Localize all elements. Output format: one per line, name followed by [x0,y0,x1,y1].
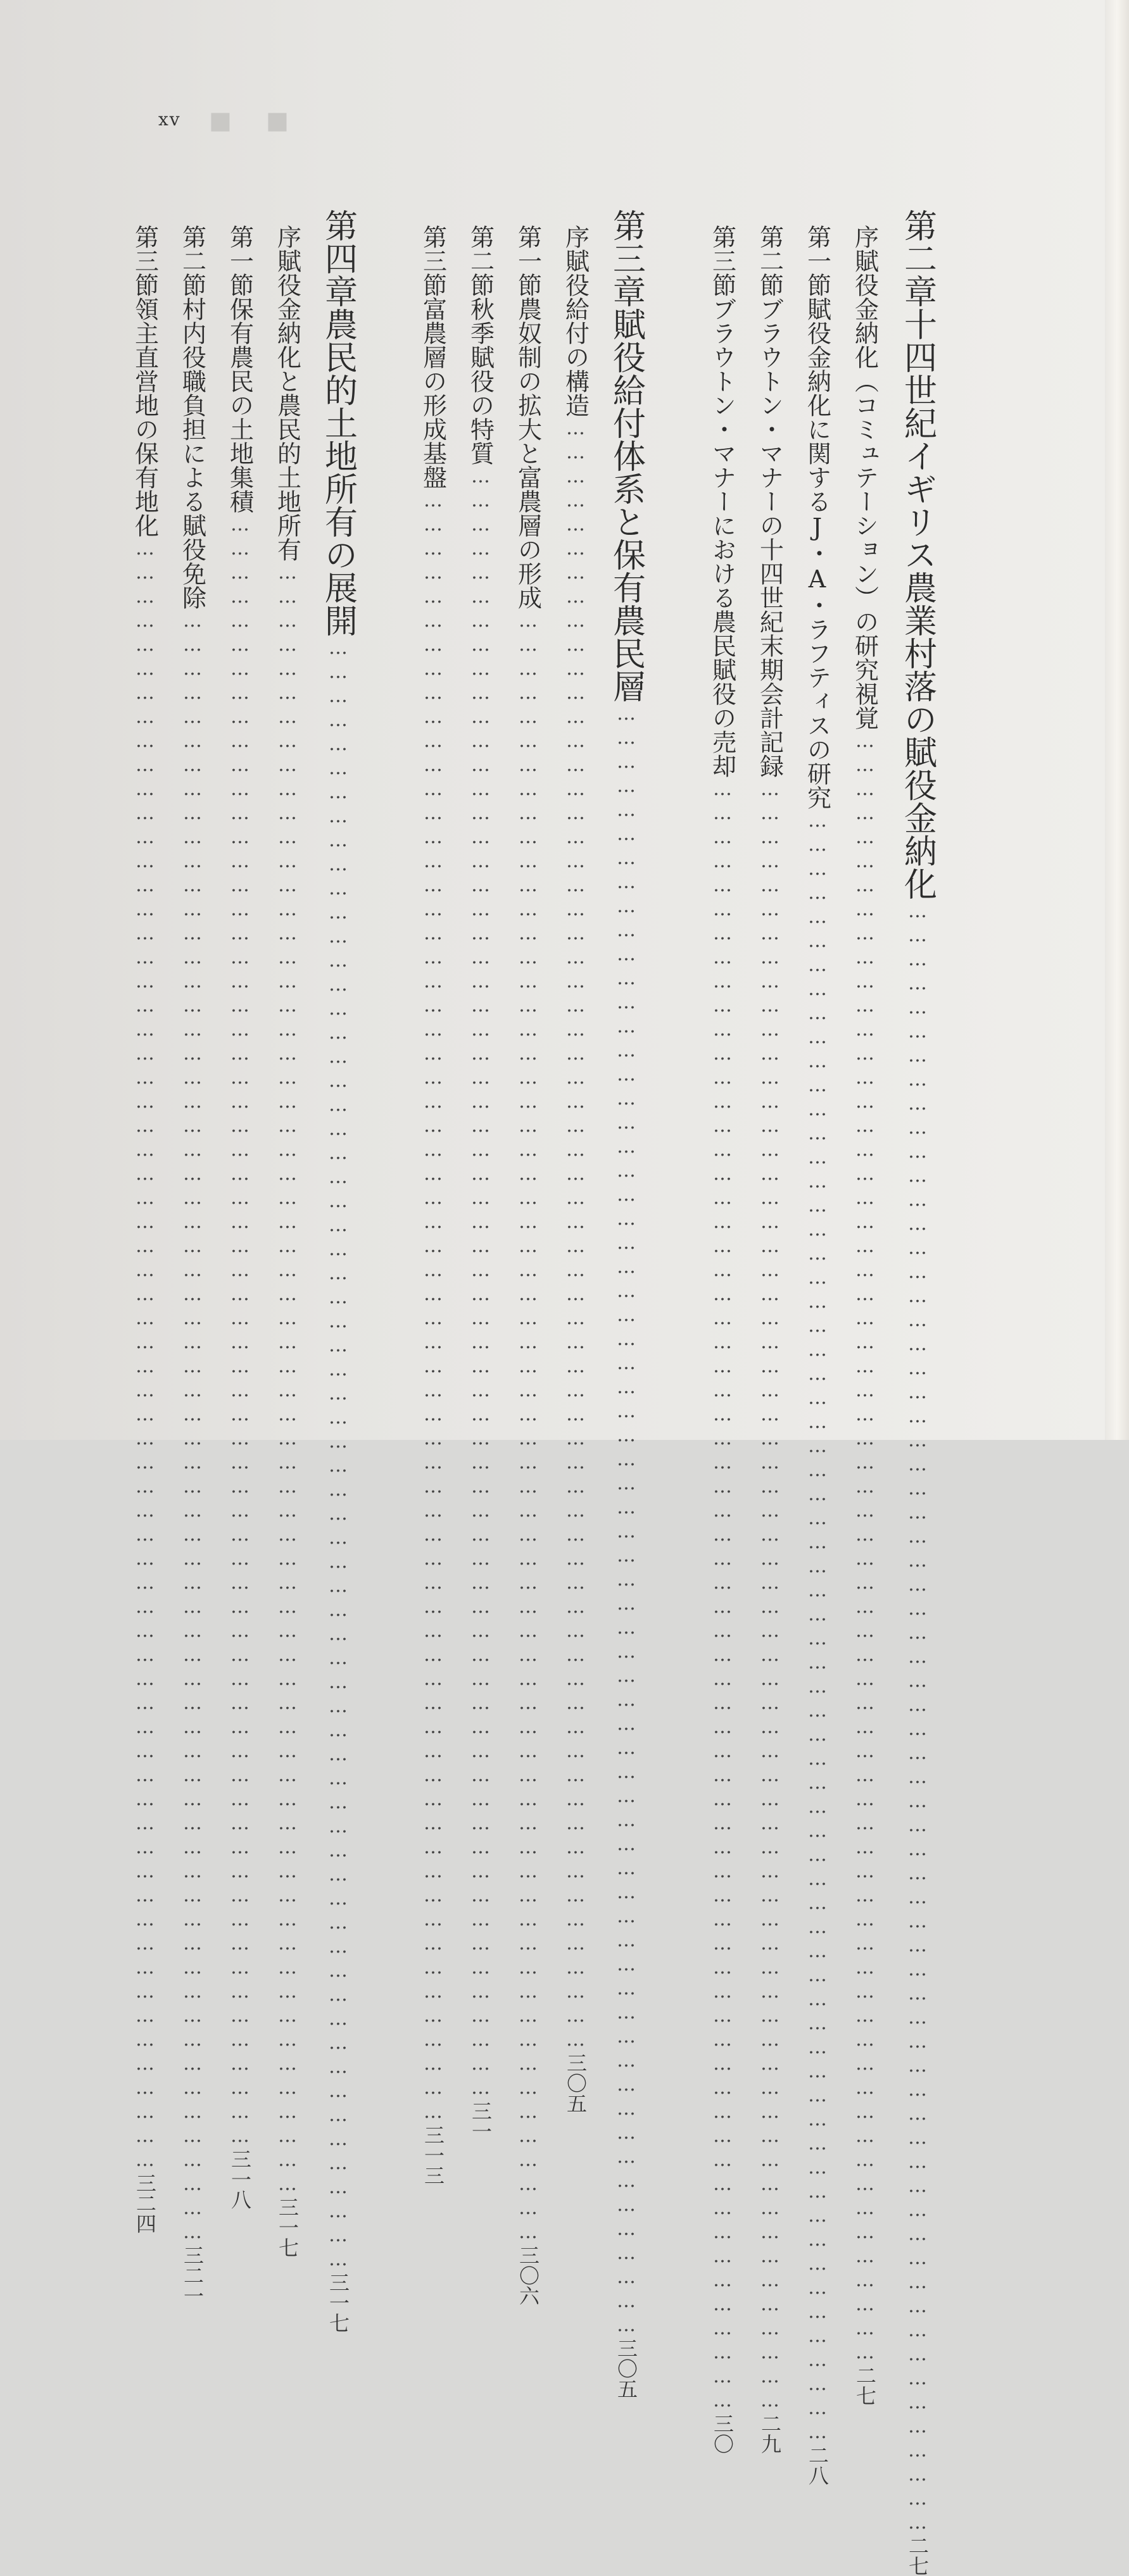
leader-dots: …………………………………………………………………………………………………………………………………………………………………………………… [906,900,929,2535]
toc-section-3[interactable] [419,225,448,2185]
toc-chapter-3[interactable] [607,209,646,2399]
leader-dots: …………………………………………………………………………………………………………………………………………………………………………………… [564,417,587,2053]
page-number: 三一七 [275,2197,300,2258]
chapter-label: 第三章 [607,209,645,308]
section-title: 保有農民の土地集積 [225,297,254,513]
section-title: 賦役金納化と農民的土地所有 [273,249,301,561]
page-number: 三〇五 [614,2338,638,2399]
chapter-title: 十四世紀イギリス農業村落の賦役金納化 [898,308,937,900]
leader-dots: …………………………………………………………………………………………………………………………………………………………………………………… [711,778,734,2413]
leader-dots: …………………………………………………………………………………………………………………………………………………………………………………… [469,465,492,2101]
section-label: 第一節 [803,225,831,297]
chapter-title: 賦役給付体系と保有農民層 [607,308,645,703]
bleed-through-mark: ■ [209,106,232,134]
leader-dots: …………………………………………………………………………………………………………………………………………………………………………………… [327,637,350,2272]
leader-dots: …………………………………………………………………………………………………………………………………………………………………………………… [276,561,299,2197]
toc-section-2[interactable] [178,225,207,2306]
section-title: ブラウトン・マナーにおける農民賦役の売却 [708,297,736,778]
section-title: ブラウトン・マナーの十四世紀末期会計記録 [755,297,784,778]
leader-dots: …………………………………………………………………………………………………………………………………………………………………………………… [854,730,876,2365]
section-title: 賦役金納化（コミュテーション）の研究視覚 [850,249,879,730]
page-number: 三〇五 [564,2053,588,2113]
toc-section-3[interactable] [130,225,160,2234]
page-number: 三一三 [421,2125,445,2185]
section-label: 第三節 [419,225,447,297]
section-title: 秋季賦役の特質 [466,297,495,465]
section-label: 第二節 [755,225,784,297]
section-title: 村内役職負担による賦役免除 [178,297,206,610]
section-title: 農奴制の拡大と富農層の形成 [514,297,542,610]
section-label: 第三節 [708,225,736,297]
page-number: 三一八 [228,2149,252,2210]
toc-chapter-4[interactable] [319,209,358,2333]
toc-section-1[interactable] [514,225,543,2306]
toc-section-2[interactable] [466,225,495,2141]
page-number: 三一七 [326,2272,350,2333]
leader-dots: …………………………………………………………………………………………………………………………………………………………………………………… [759,778,781,2413]
section-label: 第三節 [130,225,159,297]
book-gutter [1105,0,1129,1440]
leader-dots: …………………………………………………………………………………………………………………………………………………………………………………… [517,610,539,2245]
page-number: 二九 [758,2413,782,2454]
toc-section-1[interactable] [225,225,255,2210]
page-number: 三二四 [133,2173,157,2234]
leader-dots: …………………………………………………………………………………………………………………………………………………………………………………… [229,513,251,2149]
chapter-label: 第四章 [319,209,357,308]
section-label: 第二節 [178,225,206,297]
leader-dots: …………………………………………………………………………………………………………………………………………………………………………………… [181,610,204,2245]
page-number: 二七 [905,2535,930,2576]
toc-section-3[interactable] [708,225,737,2454]
toc-section-1[interactable] [803,225,832,2485]
section-title: 領主直営地の保有地化 [130,297,159,537]
section-title: 賦役金納化に関するJ・A・ラフティスの研究 [803,297,831,810]
bleed-through-mark: ■ [266,106,289,134]
leader-dots: …………………………………………………………………………………………………………………………………………………………………………………… [806,810,829,2445]
page-number: 三一 [469,2101,493,2141]
page-number: 二八 [805,2445,829,2485]
leader-dots: …………………………………………………………………………………………………………………………………………………………………………………… [134,537,156,2173]
chapter-label: 第二章 [898,209,937,308]
toc-section-2[interactable] [755,225,785,2454]
section-label: 第一節 [225,225,254,297]
leader-dots: …………………………………………………………………………………………………………………………………………………………………………………… [422,489,445,2125]
section-title: 富農層の形成基盤 [419,297,447,489]
toc-entry-preface[interactable] [561,225,590,2113]
page-number: 二七 [853,2365,877,2406]
page-number: 三〇 [710,2413,735,2454]
chapter-title: 農民的土地所有の展開 [319,308,357,637]
section-label: 序 [850,225,879,249]
page-number: 三〇六 [516,2245,540,2306]
page-folio: xv [158,109,181,130]
section-label: 序 [273,225,301,249]
section-label: 第一節 [514,225,542,297]
toc-entry-preface[interactable] [850,225,880,2406]
leader-dots: …………………………………………………………………………………………………………………………………………………………………………………… [615,703,638,2338]
page-number: 三二一 [180,2245,205,2306]
section-label: 第二節 [466,225,495,297]
section-title: 賦役給付の構造 [561,249,590,417]
section-label: 序 [561,225,590,249]
toc-chapter-2[interactable] [898,209,937,2576]
toc-entry-preface[interactable] [273,225,302,2258]
